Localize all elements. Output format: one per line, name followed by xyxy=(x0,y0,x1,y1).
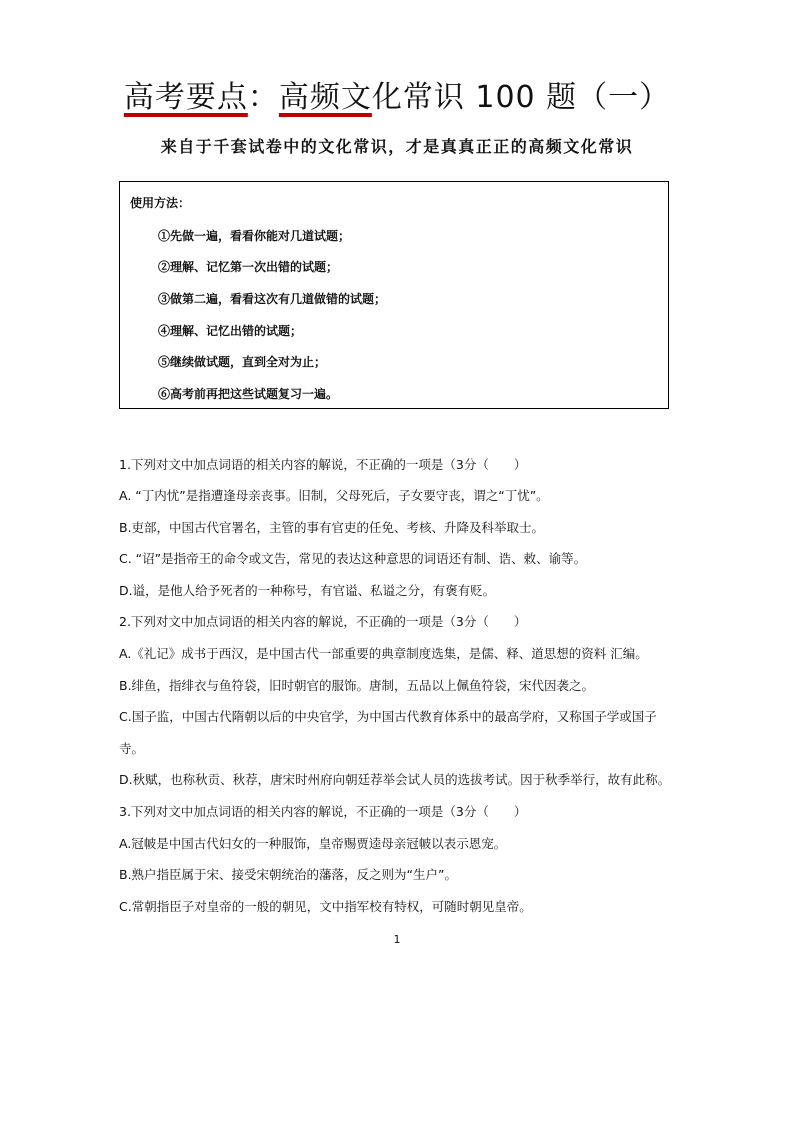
option-line: C. “诏”是指帝王的命令或文告，常见的表达这种意思的词语还有制、诰、敕、谕等。 xyxy=(119,551,587,566)
option-line: C.常朝指臣子对皇帝的一般的朝见，文中指军校有特权，可随时朝见皇帝。 xyxy=(119,899,532,914)
option-line: D.秋赋，也称秋贡、秋荐，唐宋时州府向朝廷荐举会试人员的选拔考试。因于秋季举行，故有此称。 xyxy=(119,772,671,787)
question-line: 1.下列对文中加点词语的相关内容的解说，不正确的一项是（3分（ ） xyxy=(119,457,527,472)
option-line: D.谥，是他人给予死者的一种称号，有官谥、私谥之分，有褒有贬。 xyxy=(119,583,496,598)
option-line: A.冠帔是中国古代妇女的一种服饰，皇帝赐贾逵母亲冠帔以表示恩宠。 xyxy=(119,836,507,851)
question-line: 2.下列对文中加点词语的相关内容的解说，不正确的一项是（3分（ ） xyxy=(119,614,527,629)
option-line: B.熟户指臣属于宋、接受宋朝统治的藩落，反之则为“生户”。 xyxy=(119,867,458,882)
title-part-underlined-2: 高频文 xyxy=(278,80,372,115)
title-part-3: 化常识 100 题（一） xyxy=(371,80,671,115)
title-part-underlined-1: 高考要点 xyxy=(123,80,248,115)
usage-method-box xyxy=(119,181,669,409)
option-line: B.吏部，中国古代官署名，主管的事有官吏的任免、考核、升降及科举取士。 xyxy=(119,520,545,535)
usage-step: ⑥高考前再把这些试题复习一遍。 xyxy=(158,387,339,401)
usage-step: ④理解、记忆出错的试题； xyxy=(158,324,303,338)
option-line: C.国子监，中国古代隋朝以后的中央官学，为中国古代教育体系中的最高学府，又称国子学或国子 xyxy=(119,709,657,724)
question-line: 3.下列对文中加点词语的相关内容的解说，不正确的一项是（3分（ ） xyxy=(119,804,527,819)
usage-step: ⑤继续做试题，直到全对为止； xyxy=(158,355,327,369)
usage-method-heading: 使用方法： xyxy=(130,196,191,210)
option-line: A. “丁内忧”是指遭逢母亲丧事。旧制，父母死后，子女要守丧，谓之“丁忧”。 xyxy=(119,488,549,503)
usage-step: ③做第二遍，看看这次有几道做错的试题； xyxy=(158,292,387,306)
option-line: B.绯鱼，指绯衣与鱼符袋，旧时朝官的服饰。唐制，五品以上佩鱼符袋，宋代因袭之。 xyxy=(119,678,595,693)
usage-step: ②理解、记忆第一次出错的试题； xyxy=(158,260,339,274)
option-line: A.《礼记》成书于西汉，是中国古代一部重要的典章制度选集，是儒、释、道思想的资料 汇编。 xyxy=(119,646,648,661)
page-subtitle: 来自于千套试卷中的文化常识，才是真真正正的高频文化常识 xyxy=(160,137,634,156)
option-line-continuation: 寺。 xyxy=(119,741,145,756)
page-number: 1 xyxy=(393,933,401,946)
page-title xyxy=(0,78,794,118)
title-colon: ： xyxy=(247,80,279,115)
usage-step: ①先做一遍，看看你能对几道试题； xyxy=(158,229,351,243)
